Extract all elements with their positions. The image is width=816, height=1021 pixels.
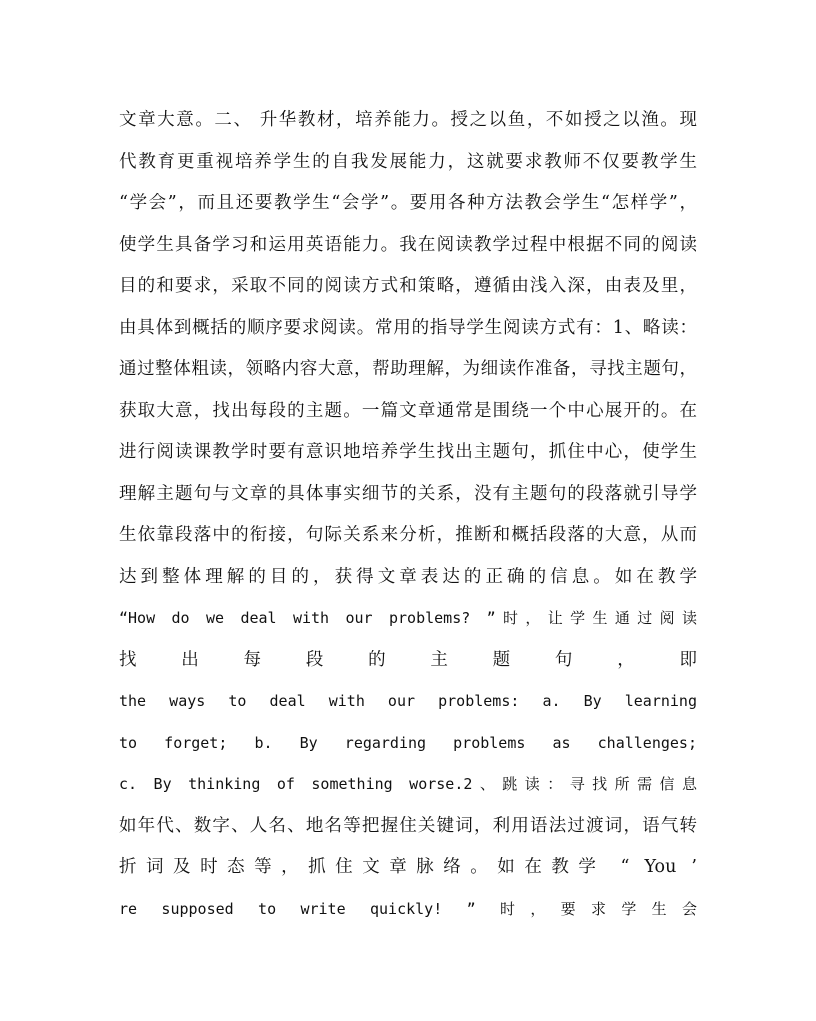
- text-line: 如年代、数字、人名、地名等把握住关键词，利用语法过渡词，语气转: [119, 815, 697, 836]
- text-line: 使学生具备学习和运用英语能力。我在阅读教学过程中根据不同的阅读: [119, 234, 697, 255]
- text-line: 理解主题句与文章的具体事实细节的关系，没有主题句的段落就引导学: [119, 483, 697, 504]
- text-line: c. By thinking of something worse.2、跳读：寻找所需信息: [119, 775, 697, 793]
- text-line: 找 出 每 段 的 主 题 句 ， 即: [119, 649, 697, 670]
- text-line: 目的和要求，采取不同的阅读方式和策略，遵循由浅入深，由表及里，: [119, 276, 697, 296]
- text-line: the ways to deal with our problems: a. By learning: [119, 692, 697, 710]
- text-line: 文章大意。二、 升华教材，培养能力。授之以鱼，不如授之以渔。现: [119, 110, 697, 130]
- text-line: 进行阅读课教学时要有意识地培养学生找出主题句，抓住中心，使学生: [119, 442, 697, 462]
- text-line: 通过整体粗读，领略内容大意，帮助理解，为细读作准备，寻找主题句，: [119, 359, 697, 379]
- text-line: 达到整体理解的目的，获得文章表达的正确的信息。如在教学: [119, 566, 697, 587]
- text-line: “学会”，而且还要教学生“会学”。要用各种方法教会学生“怎样学”，: [119, 193, 697, 213]
- text-line: 折词及时态等，抓住文章脉络。如在教学 “ You ’: [119, 857, 697, 877]
- text-line: re supposed to write quickly! ” 时，要求学生会: [119, 899, 697, 918]
- text-line: 生依靠段落中的衔接，句际关系来分析，推断和概括段落的大意，从而: [119, 525, 697, 545]
- text-line: to forget; b. By regarding problems as challenges;: [119, 733, 697, 752]
- text-line: 由具体到概括的顺序要求阅读。常用的指导学生阅读方式有：1、略读：: [119, 317, 697, 338]
- text-line: 获取大意，找出每段的主题。一篇文章通常是围绕一个中心展开的。在: [119, 400, 697, 421]
- body-paragraph: [119, 100, 697, 930]
- text-line: 代教育更重视培养学生的自我发展能力，这就要求教师不仅要教学生: [119, 151, 697, 172]
- text-line: “How do we deal with our problems? ”时，让学生通过阅读: [119, 609, 697, 627]
